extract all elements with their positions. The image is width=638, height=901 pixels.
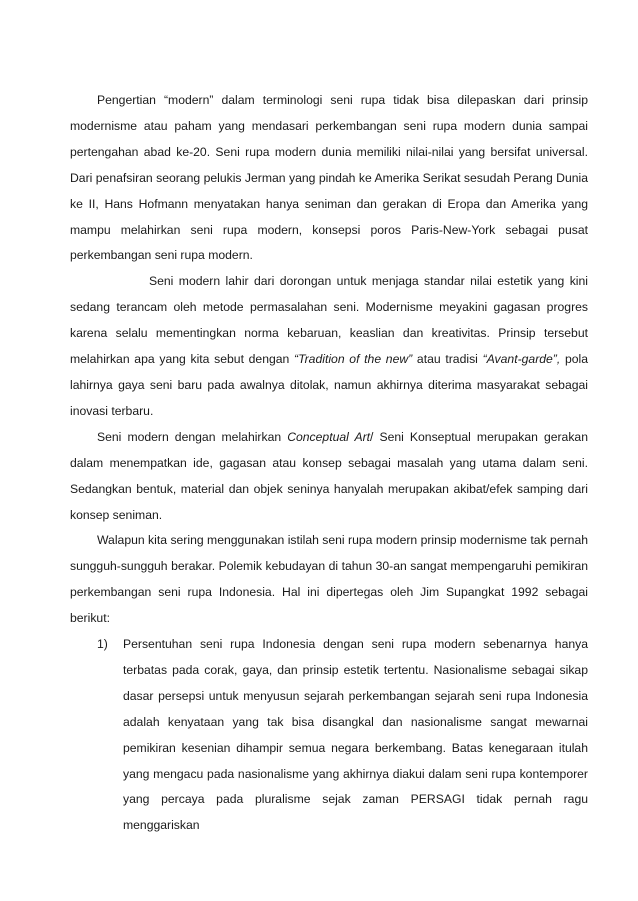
list-item-text: Persentuhan seni rupa Indonesia dengan seni rupa modern sebenarnya hanya terbatas pada corak, gaya, dan prinsip estetik tertentu. Nasionalisme sebagai sikap dasar persepsi untuk menyusun sejarah perkembangan sejarah seni rupa Indonesia adalah kenyataan yang tak bisa disangkal dan nasionalisme sangat mewarnai pemikiran kesenian dihampir semua negara berkembang. Batas kenegaraan itulah yang mengacu pada nasionalisme yang akhirnya diakui dalam seni rupa kontemporer yang percaya pada pluralisme sejak zaman PERSAGI tidak pernah ragu menggariskan bbox=[123, 637, 588, 833]
paragraph-2-text-a: Seni modern lahir dari dorongan untuk menjaga standar nilai estetik yang kini sedang terancam oleh metode permasalahan seni. Modernisme meyakini gagasan progres karena selalu mementingkan norma kebaruan, keaslian dan kreativitas. Prinsip tersebut melahirkan apa yang kita sebut dengan bbox=[70, 274, 588, 367]
paragraph-3 bbox=[70, 425, 588, 529]
list-item-number: 1) bbox=[97, 637, 108, 652]
document-body bbox=[70, 88, 588, 839]
list-item bbox=[70, 632, 588, 839]
paragraph-3-text-a: Seni modern dengan melahirkan bbox=[97, 429, 288, 444]
paragraph-3-text-b: / Seni Konseptual merupakan gerakan dalam menempatkan ide, gagasan atau konsep sebagai masalah yang utama dalam seni. Sedangkan bentuk, material dan objek seninya hanyalah merupakan akibat/efek samping dari konsep seniman. bbox=[70, 429, 588, 522]
paragraph-4-text: Walapun kita sering menggunakan istilah seni rupa modern prinsip modernisme tak pernah sungguh-sungguh berakar. Polemik kebudayan di tahun 30-an sangat mempengaruhi pemikiran perkembangan seni rupa Indonesia. Hal ini dipertegas oleh Jim Supangkat 1992 sebagai berikut: bbox=[70, 533, 588, 626]
paragraph-1-text: Pengertian “modern” dalam terminologi seni rupa tidak bisa dilepaskan dari prinsip modernisme atau paham yang mendasari perkembangan seni rupa modern dunia sampai pertengahan abad ke-20. Seni rupa modern dunia memiliki nilai-nilai yang bersifat universal. Dari penafsiran seorang pelukis Jerman yang pindah ke Amerika Serikat sesudah Perang Dunia ke II, Hans Hofmann menyatakan hanya seniman dan gerakan di Eropa dan Amerika yang mampu melahirkan seni rupa modern, konsepsi poros Paris-New-York sebagai pusat perkembangan seni rupa modern. bbox=[70, 93, 588, 263]
paragraph-2-text-b: atau tradisi bbox=[412, 352, 483, 367]
tradition-of-the-new-phrase: “Tradition of the new” bbox=[294, 352, 413, 367]
avant-garde-phrase: “Avant-garde”, bbox=[482, 352, 561, 367]
numbered-list bbox=[70, 632, 588, 839]
conceptual-art-phrase: Conceptual Art bbox=[287, 429, 371, 444]
paragraph-2-text-c: pola lahirnya gaya seni baru pada awalnya ditolak, namun akhirnya diterima masyarakat sebagai inovasi terbaru. bbox=[70, 352, 589, 418]
paragraph-1 bbox=[70, 88, 588, 269]
paragraph-4 bbox=[70, 528, 588, 632]
paragraph-2 bbox=[70, 269, 588, 424]
